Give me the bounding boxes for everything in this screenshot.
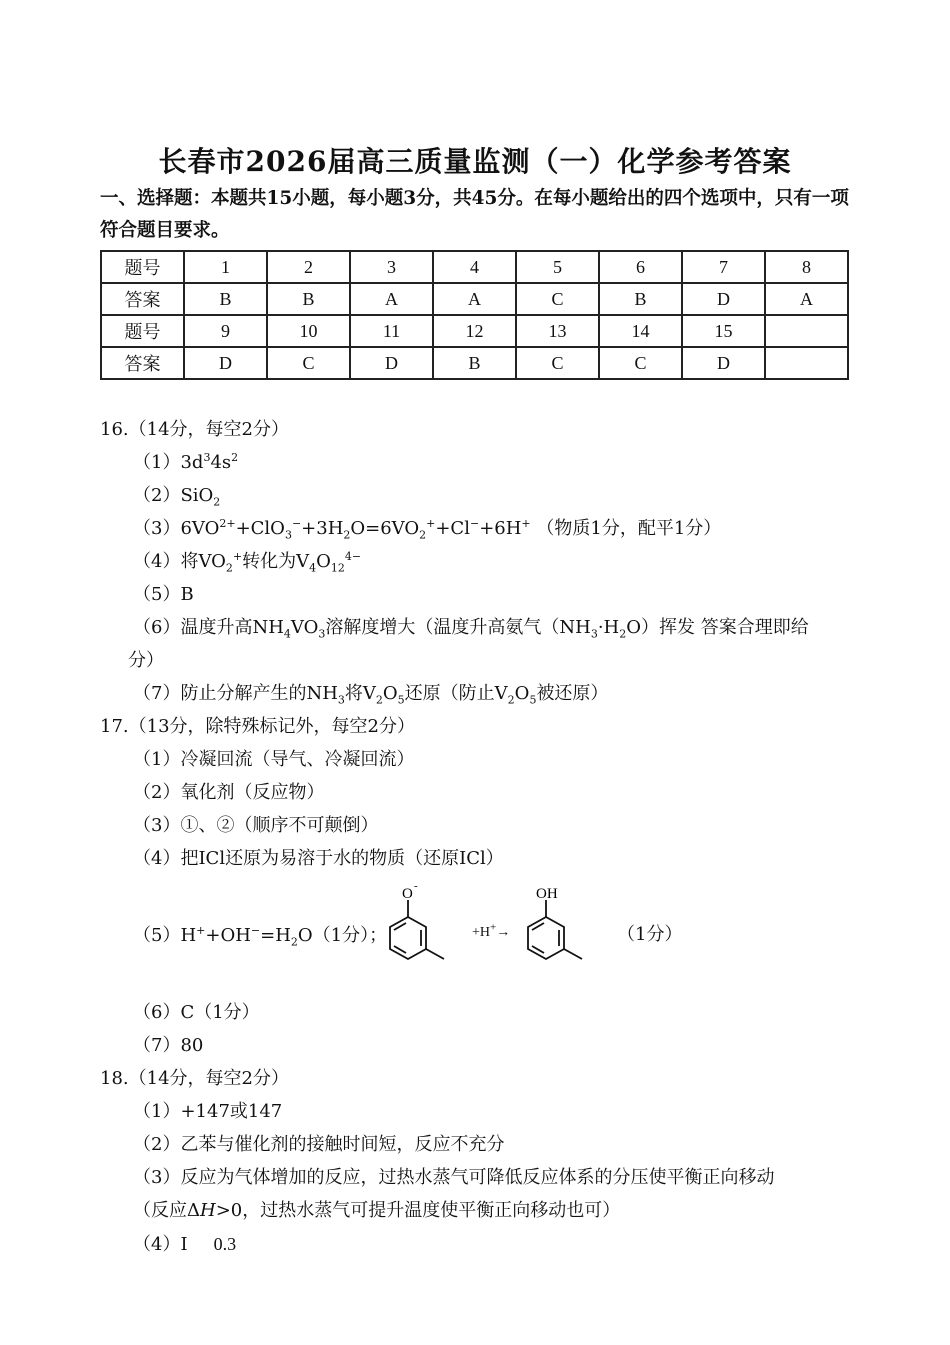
q17-answer-5: $(5)H^++OH^-=H_2O(1$分）； xyxy=(133,924,388,949)
q17-answer-6: （6）C（1分） xyxy=(133,1002,260,1023)
page-title: 长春市2026届高三质量监测（一）化学参考答案 xyxy=(158,145,792,178)
answer-table-cell: 4 xyxy=(433,251,516,283)
answer-table-cell: C xyxy=(599,347,682,379)
q18-answer-1: （1）+147或147 xyxy=(133,1101,283,1122)
answer-table-cell: A xyxy=(765,283,848,315)
answer-table-cell: 11 xyxy=(350,315,433,347)
answer-table-cell: 1 xyxy=(184,251,267,283)
phenol-structure xyxy=(516,880,606,980)
answer-table-cell xyxy=(765,347,848,379)
answer-table-cell: B xyxy=(184,283,267,315)
answer-table xyxy=(100,250,849,380)
phenoxide-o-label: O xyxy=(402,886,413,902)
q18-answer-4: （4）Ⅰ 0.3 xyxy=(133,1234,237,1255)
answer-table-cell: 10 xyxy=(267,315,350,347)
phenol-ring xyxy=(528,900,582,959)
answer-table-cell: 3 xyxy=(350,251,433,283)
answer-table-cell: A xyxy=(433,283,516,315)
answer-table-cell: B xyxy=(599,283,682,315)
q16-answer-4: （4）将$VO_2^+$转化为$V_4O_{12}^{4-}$ xyxy=(133,550,362,575)
q16-answer-2: （2）SiO$_2$ xyxy=(133,485,221,509)
q16-header: 16.（14分，每空2分） xyxy=(100,419,289,440)
answer-table-cell: 6 xyxy=(599,251,682,283)
phenol-oh-label: OH xyxy=(536,886,558,902)
q17-answer-5-score: （1分） xyxy=(617,924,683,945)
answer-table-cell xyxy=(765,315,848,347)
answer-table-cell: 2 xyxy=(267,251,350,283)
answer-table-cell: D xyxy=(682,283,765,315)
answer-table-row xyxy=(101,315,848,347)
answer-table-cell: C xyxy=(516,347,599,379)
q17-answer-3: （3）①、②（顺序不可颠倒） xyxy=(133,815,379,836)
answer-table-row-label: 答案 xyxy=(101,283,184,315)
answer-table-row xyxy=(101,251,848,283)
answer-table-row-label: 题号 xyxy=(101,315,184,347)
q16-answer-6: （6）温度升高$NH_4VO_3$溶解度增大（温度升高氨气$(NH_3\cdot H_2O)$挥发 答案合理即给 xyxy=(133,617,809,641)
q18-header: 18.（14分，每空2分） xyxy=(100,1068,289,1089)
section-1-intro: 一、选择题：本题共15小题，每小题3分，共45分。在每小题给出的四个选项中，只有一项符合题目要求。 xyxy=(100,188,849,241)
answer-table-cell: D xyxy=(350,347,433,379)
q16-answer-7: （7）防止分解产生的$NH_3$将$V_2O_5$还原（防止$V_2O_5$被还原） xyxy=(133,683,609,707)
answer-table-row xyxy=(101,347,848,379)
q16-answer-5: （5）B xyxy=(133,584,194,605)
answer-table-row-label: 题号 xyxy=(101,251,184,283)
answer-table-cell: C xyxy=(267,347,350,379)
q17-answer-7: （7）80 xyxy=(133,1035,204,1056)
q18-answer-2: （2）乙苯与催化剂的接触时间短，反应不充分 xyxy=(133,1134,505,1155)
answer-table-cell: 9 xyxy=(184,315,267,347)
phenoxide-structure xyxy=(378,880,468,980)
answer-table-cell: D xyxy=(682,347,765,379)
answer-table-cell: 8 xyxy=(765,251,848,283)
q17-answer-1: （1）冷凝回流（导气、冷凝回流） xyxy=(133,749,415,770)
answer-table-cell: C xyxy=(516,283,599,315)
q16-answer-3: $(3)6VO^{2+}+ClO_3^-+3H_2O=6VO_2^++Cl^-+6H^+$ （物质1分，配平1分） xyxy=(133,517,722,542)
protonation-arrow: +H+→ xyxy=(472,921,511,940)
q16-answer-1: $(1)3d^34s^2$ xyxy=(133,451,239,473)
answer-table-cell: 15 xyxy=(682,315,765,347)
answer-table-cell: 5 xyxy=(516,251,599,283)
q17-header: 17.（13分，除特殊标记外，每空2分） xyxy=(100,716,415,737)
phenoxide-charge: - xyxy=(414,880,418,892)
q16-answer-6-continued: 分） xyxy=(128,650,164,671)
q18-answer-3: （3）反应为气体增加的反应，过热水蒸气可降低反应体系的分压使平衡正向移动 xyxy=(133,1167,775,1188)
answer-table-cell: A xyxy=(350,283,433,315)
phenoxide-ring xyxy=(390,900,444,959)
q17-answer-4: （4）把ICl还原为易溶于水的物质（还原ICl） xyxy=(133,848,504,869)
answer-table-cell: 12 xyxy=(433,315,516,347)
q18-answer-3-alt: （反应ΔH>0，过热水蒸气可提升温度使平衡正向移动也可） xyxy=(133,1200,621,1221)
answer-table-cell: 13 xyxy=(516,315,599,347)
answer-table-cell: D xyxy=(184,347,267,379)
q17-answer-2: （2）氧化剂（反应物） xyxy=(133,782,325,803)
answer-table-cell: 14 xyxy=(599,315,682,347)
answer-table-row-label: 答案 xyxy=(101,347,184,379)
answer-table-cell: B xyxy=(267,283,350,315)
answer-table-cell: B xyxy=(433,347,516,379)
answer-table-row xyxy=(101,283,848,315)
answer-table-cell: 7 xyxy=(682,251,765,283)
